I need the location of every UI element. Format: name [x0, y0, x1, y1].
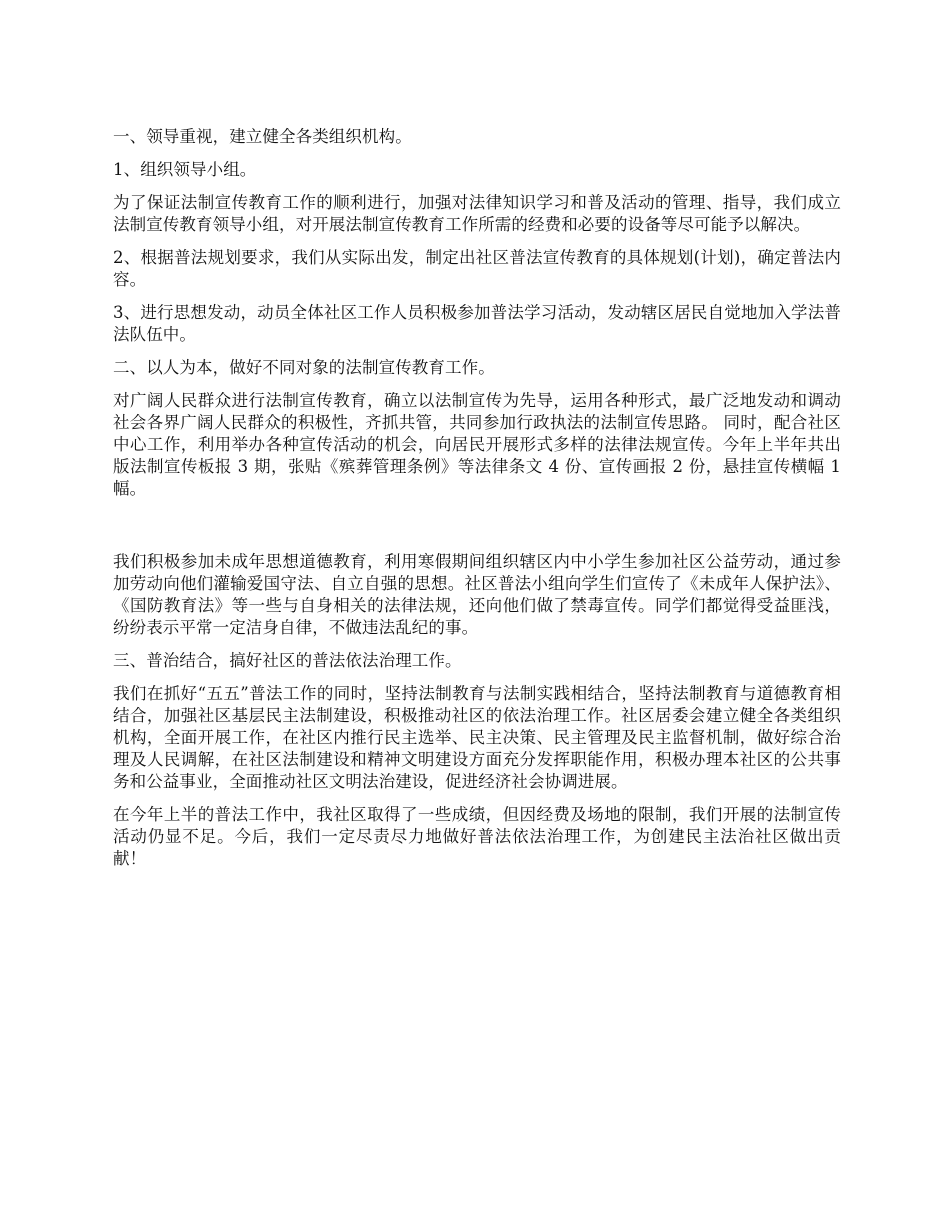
body-paragraph: 对广阔人民群众进行法制宣传教育，确立以法制宣传为先导，运用各种形式，最广泛地发动和调动社会各界广阔人民群众的积极性，齐抓共管，共同参加行政执法的法制宣传思路。 同时，配合社区中心工作，利用举办各种宣传活动的机会，向居民开展形式多样的法律法规宣传。今年上半年共出版法制宣传板报 3 期，张贴《殡葬管理条例》等法律条文 4 份、宣传画报 2 份，悬挂宣传横幅 1 幅。 [113, 391, 841, 498]
blank-spacer [113, 511, 841, 551]
body-paragraph: 在今年上半的普法工作中，我社区取得了一些成绩，但因经费及场地的限制，我们开展的法制宣传活动仍显不足。今后，我们一定尽责尽力地做好普法依法治理工作，为创建民主法治社区做出贡献！ [113, 805, 841, 868]
body-paragraph: 我们在抓好“五五”普法工作的同时，坚持法制教育与法制实践相结合，坚持法制教育与道德教育相结合，加强社区基层民主法制建设，积极推动社区的依法治理工作。社区居委会建立健全各类组织机构，全面开展工作，在社区内推行民主选举、民主决策、民主管理及民主监督机制，做好综合治理及人民调解，在社区法制建设和精神文明建设方面充分发挥职能作用，积极办理本社区的公共事务和公益事业，全面推动社区文明法治建设，促进经济社会协调进展。 [113, 684, 841, 791]
body-paragraph: 我们积极参加未成年思想道德教育，利用寒假期间组织辖区内中小学生参加社区公益劳动，通过参加劳动向他们灌输爱国守法、自立自强的思想。社区普法小组向学生们宣传了《未成年人保护法》、《国防教育法》等一些与自身相关的法律法规，还向他们做了禁毒宣传。同学们都觉得受益匪浅，纷纷表示平常一定洁身自律，不做违法乱纪的事。 [113, 552, 841, 637]
section-heading-3: 三、普治结合，搞好社区的普法依法治理工作。 [113, 651, 462, 670]
body-paragraph: 3、进行思想发动，动员全体社区工作人员积极参加普法学习活动，发动辖区居民自觉地加入学法普法队伍中。 [113, 303, 841, 344]
document-body [113, 126, 841, 881]
section-heading-2: 二、以人为本，做好不同对象的法制宣传教育工作。 [113, 358, 495, 377]
body-paragraph: 2、根据普法规划要求，我们从实际出发，制定出社区普法宣传教育的具体规划(计划)，确定普法内容。 [113, 248, 841, 289]
subsection-heading-1: 1、组织领导小组。 [113, 160, 257, 179]
body-paragraph: 为了保证法制宣传教育工作的顺利进行，加强对法律知识学习和普及活动的管理、指导，我们成立法制宣传教育领导小组，对开展法制宣传教育工作所需的经费和必要的设备等尽可能予以解决。 [113, 193, 841, 234]
section-heading-1: 一、领导重视，建立健全各类组织机构。 [113, 127, 412, 146]
